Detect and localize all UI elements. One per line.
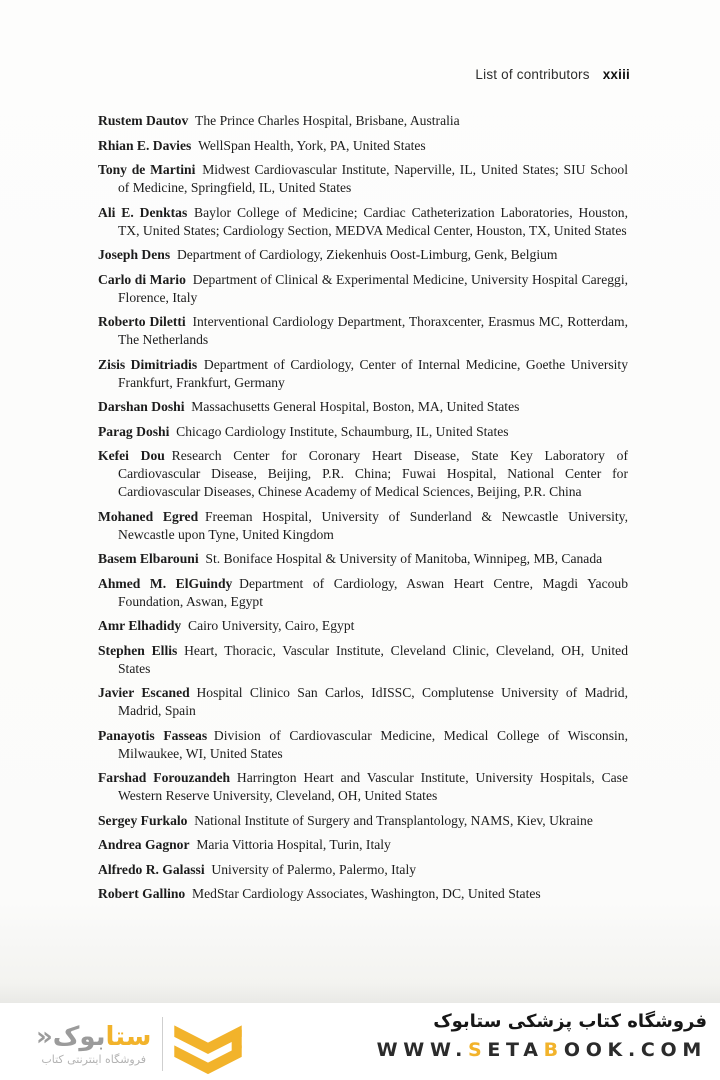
contributor-entry <box>98 642 628 678</box>
contributor-affiliation: Division of Cardiovascular Medicine, Medical College of Wisconsin, Milwaukee, WI, United States <box>118 727 628 761</box>
logo-wordmark-gold: ستا <box>105 1022 152 1052</box>
contributor-name: Farshad Forouzandeh <box>98 770 231 785</box>
contributor-name: Carlo di Mario <box>98 271 186 287</box>
contributor-affiliation: St. Boniface Hospital & University of Manitoba, Winnipeg, MB, Canada <box>198 551 603 566</box>
logo-separator <box>162 1017 163 1071</box>
contributor-name: Ahmed M. ElGuindy <box>98 575 233 591</box>
contributor-affiliation: Massachusetts General Hospital, Boston, MA, United States <box>184 399 520 414</box>
contributor-entry <box>98 617 628 635</box>
contributor-name: Kefei Dou <box>98 448 165 463</box>
logo-subtitle: فروشگاه اینترنتی کتاب <box>41 1053 147 1066</box>
website-url <box>377 1039 707 1061</box>
contributor-affiliation: Maria Vittoria Hospital, Turin, Italy <box>189 837 391 852</box>
contributor-name: Tony de Martini <box>98 162 196 177</box>
contributor-entry <box>98 271 628 307</box>
contributor-entry <box>98 836 628 854</box>
website-url-segment: OOK.COM <box>563 1039 707 1061</box>
contributors-list <box>98 112 628 910</box>
contributor-name: Rustem Dautov <box>98 113 189 128</box>
contributor-affiliation: Research Center for Coronary Heart Disease, State Key Laboratory of Cardiovascular Disease, Beijing, P.R. China; Fuwai Hospital, National Center for Cardiovascular Diseases, Chinese Academy of Medical Sciences, Beijing, P.R. China <box>118 448 628 499</box>
contributor-name: Stephen Ellis <box>98 642 178 658</box>
contributor-affiliation: Harrington Heart and Vascular Institute, University Hospitals, Case Western Reserve University, Cleveland, OH, United States <box>118 770 628 803</box>
contributor-affiliation: Baylor College of Medicine; Cardiac Catheterization Laboratories, Houston, TX, United States; Cardiology Section, MEDVA Medical Center, Houston, TX, United States <box>118 204 629 238</box>
footer-store-info <box>377 1009 707 1061</box>
contributor-affiliation: Department of Clinical & Experimental Medicine, University Hospital Careggi, Florence, Italy <box>118 271 628 305</box>
logo-wordmark-gray: بوک <box>52 1022 106 1052</box>
contributor-entry <box>98 550 628 568</box>
contributor-entry <box>98 246 628 264</box>
contributor-name: Parag Doshi <box>98 423 170 439</box>
contributor-affiliation: Chicago Cardiology Institute, Schaumburg, IL, United States <box>169 423 509 439</box>
contributor-entry <box>98 423 628 441</box>
contributor-name: Joseph Dens <box>98 247 171 262</box>
contributor-affiliation: Heart, Thoracic, Vascular Institute, Cleveland Clinic, Cleveland, OH, United States <box>118 642 629 676</box>
contributor-affiliation: The Prince Charles Hospital, Brisbane, Australia <box>188 113 460 128</box>
website-url-segment: ETA <box>487 1039 544 1061</box>
contributor-entry <box>98 398 628 416</box>
contributor-affiliation: MedStar Cardiology Associates, Washington, DC, United States <box>185 886 541 901</box>
contributor-name: Mohaned Egred <box>98 508 199 524</box>
contributor-entry <box>98 727 628 763</box>
contributor-entry <box>98 356 628 392</box>
contributor-entry <box>98 313 628 349</box>
contributor-affiliation: University of Palermo, Palermo, Italy <box>204 861 417 877</box>
contributor-name: Zisis Dimitriadis <box>98 356 198 372</box>
contributor-name: Roberto Diletti <box>98 314 186 329</box>
contributor-entry <box>98 861 628 879</box>
contributor-name: Alfredo R. Galassi <box>98 861 205 877</box>
contributor-entry <box>98 204 628 240</box>
contributor-entry <box>98 447 628 501</box>
contributor-entry <box>98 769 628 805</box>
logo-text-block <box>36 1022 151 1066</box>
contributor-name: Andrea Gagnor <box>98 837 190 852</box>
contributor-entry <box>98 508 628 544</box>
contributor-affiliation: Interventional Cardiology Department, Thoraxcenter, Erasmus MC, Rotterdam, The Netherlands <box>118 314 628 347</box>
contributor-name: Amr Elhadidy <box>98 618 182 633</box>
contributor-affiliation: Freeman Hospital, University of Sunderland & Newcastle University, Newcastle upon Tyne, United Kingdom <box>118 508 628 542</box>
contributor-affiliation: Department of Cardiology, Center of Internal Medicine, Goethe University Frankfurt, Frankfurt, Germany <box>118 356 628 390</box>
website-url-segment: S <box>467 1039 488 1061</box>
logo-wordmark <box>36 1022 151 1052</box>
contributor-affiliation: Midwest Cardiovascular Institute, Naperville, IL, United States; SIU School of Medicine, Springfield, IL, United States <box>118 162 628 195</box>
contributor-name: Ali E. Denktas <box>98 204 188 220</box>
contributor-name: Robert Gallino <box>98 886 186 901</box>
contributor-affiliation: Department of Cardiology, Aswan Heart Centre, Magdi Yacoub Foundation, Aswan, Egypt <box>118 575 629 609</box>
contributor-name: Basem Elbarouni <box>98 551 199 566</box>
contributor-affiliation: WellSpan Health, York, PA, United States <box>191 137 426 153</box>
logo-guillemet: « <box>36 1022 53 1052</box>
contributor-affiliation: Hospital Clinico San Carlos, IdISSC, Complutense University of Madrid, Madrid, Spain <box>118 685 628 718</box>
page-header <box>475 67 630 82</box>
chevron-emblem-icon <box>172 1011 244 1077</box>
contributor-entry <box>98 885 628 903</box>
contributor-entry <box>98 575 628 611</box>
contributor-name: Rhian E. Davies <box>98 137 192 153</box>
page-number: xxiii <box>602 67 630 82</box>
store-title: فروشگاه کتاب پزشکی ستابوک <box>433 1011 707 1032</box>
page-header-title: List of contributors <box>475 67 590 82</box>
website-url-segment: WWW. <box>376 1039 468 1061</box>
contributor-name: Darshan Doshi <box>98 399 185 414</box>
contributor-affiliation: Department of Cardiology, Ziekenhuis Oost-Limburg, Genk, Belgium <box>170 247 558 262</box>
contributor-entry <box>98 684 628 720</box>
contributor-name: Javier Escaned <box>98 685 190 700</box>
contributor-name: Panayotis Fasseas <box>98 727 208 743</box>
contributor-affiliation: Cairo University, Cairo, Egypt <box>181 618 355 633</box>
contributor-name: Sergey Furkalo <box>98 812 188 828</box>
contributor-affiliation: National Institute of Surgery and Transplantology, NAMS, Kiev, Ukraine <box>187 812 593 828</box>
contributor-entry <box>98 137 628 155</box>
contributor-entry <box>98 812 628 830</box>
website-url-segment: B <box>543 1039 564 1061</box>
contributor-entry <box>98 112 628 130</box>
watermark-footer <box>0 1003 720 1080</box>
setabook-logo <box>36 1011 244 1077</box>
contributor-entry <box>98 161 628 197</box>
